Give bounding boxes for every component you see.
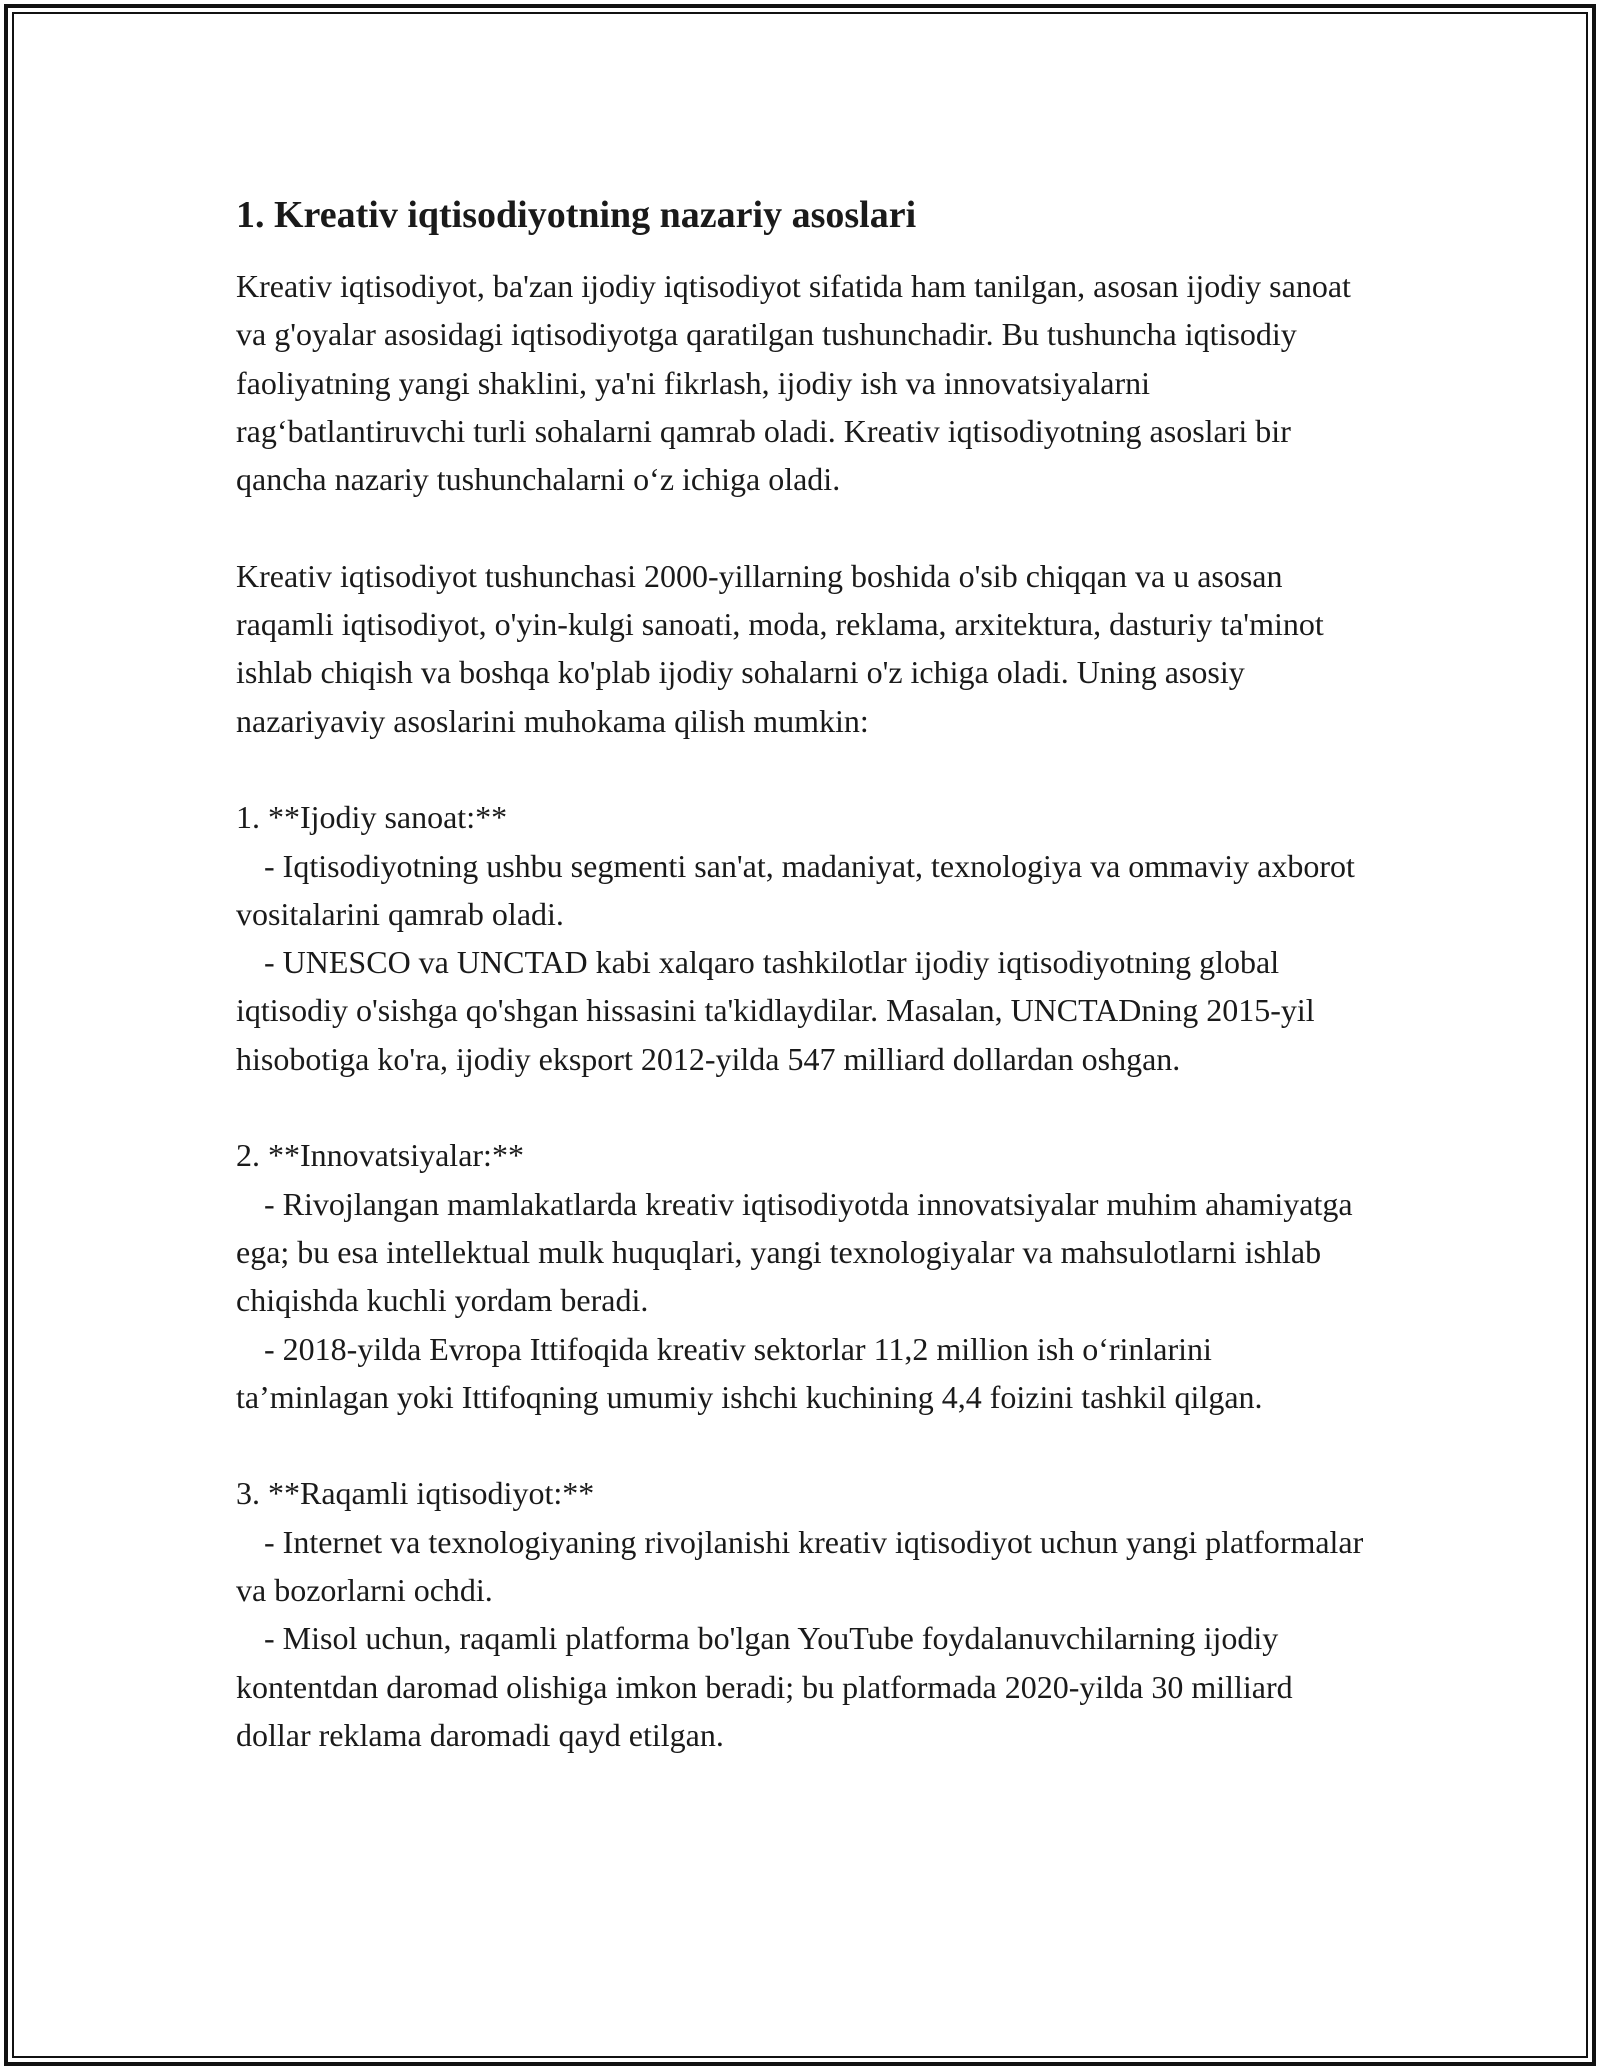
list-bullet-text: - Iqtisodiyotning ushbu segmenti san'at, madaniyat, texnologiya va ommaviy axborot vositalarini qamrab oladi. (236, 847, 1355, 932)
list-bullet-text: - 2018-yilda Evropa Ittifoqida kreativ sektorlar 11,2 million ish o‘rinlarini ta’minlagan yoki Ittifoqning umumiy ishchi kuchining 4,4 foizini tashkil qilgan. (236, 1330, 1263, 1415)
list-bullet (236, 842, 1366, 939)
intro-paragraph: Kreativ iqtisodiyot, ba'zan ijodiy iqtisodiyot sifatida ham tanilgan, asosan ijodiy sanoat va g'oyalar asosidagi iqtisodiyotga qaratilgan tushunchadir. Bu tushuncha iqtisodiy faoliyatning yangi shaklini, ya'ni fikrlash, ijodiy ish va innovatsiyalarni rag‘batlantiruvchi turli sohalarni qamrab oladi. Kreativ iqtisodiyotning asoslari bir qancha nazariy tushunchalarni o‘z ichiga oladi. (236, 268, 1351, 498)
paragraph-spacer (236, 1421, 1366, 1469)
list-bullet (236, 1518, 1366, 1615)
list-bullet (236, 1325, 1366, 1422)
list-bullet-text: - Misol uchun, raqamli platforma bo'lgan YouTube foydalanuvchilarning ijodiy kontentdan daromad olishiga imkon beradi; bu platformada 2020-yilda 30 milliard dollar reklama daromadi qayd etilgan. (236, 1620, 1293, 1753)
paragraph-spacer (236, 503, 1366, 551)
section-heading: 1. Kreativ iqtisodiyotning nazariy asoslari (236, 194, 917, 236)
list-bullet-text: - Rivojlangan mamlakatlarda kreativ iqtisodiyotda innovatsiyalar muhim ahamiyatga ega; bu esa intellektual mulk huquqlari, yangi texnologiyalar va mahsulotlarni ishlab chiqishda kuchli yordam beradi. (236, 1185, 1353, 1319)
paragraph-spacer (236, 1083, 1366, 1131)
list-section-title: 1. **Ijodiy sanoat:** (236, 799, 508, 836)
list-bullet (236, 938, 1366, 1083)
list-section-innovatsiyalar (236, 1131, 1366, 1421)
list-section-title: 3. **Raqamli iqtisodiyot:** (236, 1475, 595, 1512)
list-bullet (236, 1614, 1366, 1759)
list-bullet-text: - Internet va texnologiyaning rivojlanishi kreativ iqtisodiyot uchun yangi platformalar va bozorlarni ochdi. (236, 1523, 1364, 1609)
list-bullet-text: - UNESCO va UNCTAD kabi xalqaro tashkilotlar ijodiy iqtisodiyotning global iqtisodiy o'sishga qo'shgan hissasini ta'kidlaydilar. Masalan, UNCTADning 2015-yil hisobotiga ko'ra, ijodiy eksport 2012-yilda 547 milliard dollardan oshgan. (236, 944, 1315, 1077)
document-body (236, 190, 1366, 1759)
paragraph-spacer (236, 745, 1366, 793)
list-section-ijodiy-sanoat (236, 793, 1366, 1083)
list-section-raqamli-iqtisodiyot (236, 1469, 1366, 1759)
list-bullet (236, 1180, 1366, 1325)
list-section-title: 2. **Innovatsiyalar:** (236, 1137, 524, 1174)
second-paragraph: Kreativ iqtisodiyot tushunchasi 2000-yillarning boshida o'sib chiqqan va u asosan raqamli iqtisodiyot, o'yin-kulgi sanoati, moda, reklama, arxitektura, dasturiy ta'minot ishlab chiqish va boshqa ko'plab ijodiy sohalarni o'z ichiga oladi. Uning asosiy nazariyaviy asoslarini muhokama qilish mumkin: (236, 557, 1324, 739)
